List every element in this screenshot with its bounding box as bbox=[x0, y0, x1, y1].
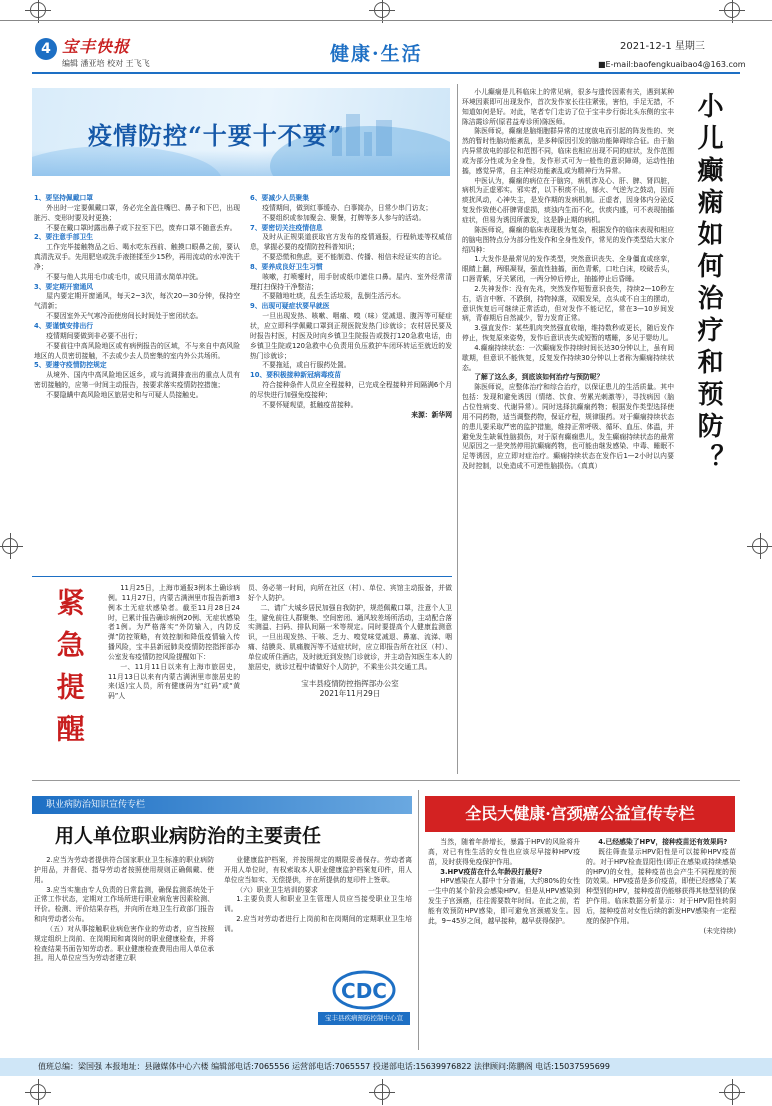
epilepsy-title: 小儿癫痫如何治疗和预防？ bbox=[693, 92, 724, 476]
paragraph: 3.HPV疫苗在什么年龄段打最好? bbox=[440, 867, 543, 876]
epidemic-banner bbox=[32, 88, 450, 176]
paragraph: （五）对从事接触职业病危害作业的劳动者，应当按照规定组织上岗前、在岗期间和离岗时的职业健康检查，并将检查结果书面告知劳动者。职业健康检查费用由用人单位承担。用人单位应当为劳动者建立职 bbox=[34, 924, 214, 963]
paragraph: 陈医师说，癫痫的临床表现极为复杂，根据发作的临床表现和相应的脑电图特点分为部分性发作和全身性发作，常见的发作类型给大家介绍四种： bbox=[462, 225, 674, 254]
paragraph: 1.主要负责人和职业卫生管理人员应当接受职业卫生培训。 bbox=[224, 895, 412, 914]
alert-date: 2021年11月29日 bbox=[319, 689, 381, 699]
paragraph: 陈医师说，应整体治疗和综合治疗，以保证患儿的生活质量。其中包括：发现和避免诱因（情绪、饮食、劳累光刺激等），寻找病因（脑占位性病变、代谢异常）。同时选择抗癫痫药物；根据发作类型选择使用不同药物，适当调整药物，保证疗程，规律服药。对于癫痫持续状态的患儿要采取严密的监护措施，维持正常呼吸、循环、血压、体温，并避免发生缺氧性脑损伤，对于原有癫痫患儿，发生癫痫持续状态的最常见原因之一是突然停用抗癫痫药物，也可能由继发感染、中毒、睡眠不足等诱因，应立即对症治疗。癫痫持续状态在发作后1—2小时以内要及时控制，以免造成不可逆性脑损伤。（真真） bbox=[462, 383, 674, 471]
cdc-logo-caption: 宝丰县疾病预防控制中心宣 bbox=[325, 1014, 403, 1022]
hpv-col-2 bbox=[586, 838, 736, 936]
paragraph: 1.大发作是最常见的发作类型，突然意识丧失、全身僵直或痉挛，眼睛上翻，两眼凝视，强直性抽搐，面色青紫，口吐白沫，咬破舌头，口唇青紫，牙关紧闭，一两分钟后停止，抽搐停止后昏睡。 bbox=[462, 255, 674, 284]
paragraph: 既往筛查显示HPV阳性是可以接种HPV疫苗的。对于HPV检查显阳性(即正在感染或持续感染的HPV)的女性，接种疫苗也会产生不同程度的预防效果。HPV疫苗是多价疫苗，即使已经感染了某种型别的HPV，接种疫苗仍能够获得其他型别的保护作用。临床数据分析显示：对于HPV阳性转阴后，接种疫苗对女性后续的新发HPV感染有一定程度的保护作用。 bbox=[586, 847, 736, 925]
subheading: 7、要密切关注疫情信息 bbox=[250, 223, 323, 232]
alert-title: 紧急提醒 bbox=[52, 588, 86, 756]
subheading: 5、要遵守疫情防控规定 bbox=[34, 361, 107, 370]
paragraph: 疫情期间，做到红事缓办、白事简办，日常少串门访友； bbox=[262, 203, 433, 212]
registration-mark bbox=[752, 538, 768, 554]
occupational-banner: 职业病防治知识宣传专栏 bbox=[32, 796, 412, 814]
paragraph: 不要拖延，或自行服药处置。 bbox=[262, 361, 351, 370]
paragraph: 符合接种条件人员应全程接种，已完成全程接种并间隔满6个月的尽快进行加强免疫接种； bbox=[250, 381, 452, 399]
paragraph: 2.应当为劳动者提供符合国家职业卫生标准的职业病防护用品，并督促、指导劳动者按照使用规则正确佩戴、使用。 bbox=[34, 856, 214, 884]
paragraph: 不要在戴口罩时露出鼻子或下拉至下巴，废弃口罩不随意丢弃。 bbox=[46, 223, 237, 232]
banner-title: 疫情防控“十要十不要” bbox=[88, 121, 343, 150]
paragraph: 不要恐慌和焦虑，更不能制造、传播、相信未经证实的言论。 bbox=[262, 253, 446, 262]
paragraph: 及时从正规渠道获取官方发布的疫情通报，行程轨迹等权威信息，掌握必要的疫情防控科普知识； bbox=[250, 233, 452, 252]
paragraph: 咳嗽，打喷嚏时，用手肘或纸巾遮住口鼻。屋内、室外经常清理打扫保持干净整洁； bbox=[250, 272, 452, 291]
source-credit: 来源：新华网 bbox=[411, 410, 452, 419]
paragraph: 4.癫痫持续状态：一次癫痫发作持续时间长达30分钟以上，虽有间歇期，但意识不能恢复，反复发作持续30分钟以上者称为癫痫持续状态。 bbox=[462, 343, 674, 372]
epilepsy-article bbox=[462, 88, 674, 472]
paragraph: 不要前往中高风险地区或有病例报告的区域，不与来自中高风险地区的人员密切接触，不去或少去人员密集的室内外公共场所。 bbox=[34, 341, 240, 360]
prevention-column-1 bbox=[34, 194, 240, 401]
paragraph: 了解了这么多，到底该如何治疗与预防呢？ bbox=[474, 373, 604, 382]
paragraph: 不要因室外天气寒冷而使房间长时间处于密闭状态。 bbox=[46, 312, 203, 321]
paragraph: 从境外、国内中高风险地区返乡，或与流调排查出的重点人员有密切接触的，应第一时间主动报告，按要求落实疫情防控措施； bbox=[34, 371, 240, 390]
occupational-title: 用人单位职业病防治的主要责任 bbox=[55, 825, 322, 847]
occupational-col-1 bbox=[34, 856, 214, 964]
svg-text:CDC: CDC bbox=[341, 979, 387, 1003]
paragraph: (未完待续) bbox=[703, 926, 736, 935]
cdc-logo bbox=[318, 968, 410, 1026]
paragraph: 一旦出现发热、咳嗽、咽痛、嗅（味）觉减退、腹泻等可疑症状，应立即科学佩戴口罩到正规医院发热门诊就诊；农村居民要及时报告村医，村医及时向乡镇卫生院报告或拨打120急救电话，由乡镇卫生院或120急救中心负责用负压救护车闭环转运至就近的发热门诊就诊； bbox=[250, 312, 452, 360]
paragraph: 工作完毕接触物品之后、喝水吃东西前、触摸口眼鼻之前，要认真清洗双手。先用肥皂或洗手液搓揉至少15秒，再用流动的水冲洗干净； bbox=[34, 243, 240, 271]
registration-mark bbox=[374, 1084, 390, 1100]
paragraph: HPV感染在人群中十分普遍，大约80%的女性一生中的某个阶段会感染HPV。但是从HPV感染到发生子宫颈癌，往往需要数年时间。在此之前，若能有效预防HPV感染，即可避免宫颈癌发生。因此，9~45岁之间，越早接种，越早获得保护。 bbox=[428, 877, 580, 925]
paragraph: 2.失神发作：没有先兆，突然发作短暂意识丧失，持续2—10秒左右，语言中断、不跌倒，持物掉落，双眼发呆，点头或不自主的摆动，意识恢复后可继续正常活动，但对发作不能记忆，常在3—10岁间发病，青春期后自然减少，智力发育正常。 bbox=[462, 284, 674, 323]
paragraph: 4.已经感染了HPV，接种疫苗还有效果吗? bbox=[598, 838, 728, 846]
paragraph: 3.应当实施由专人负责的日常监测，确保监测系统处于正常工作状态，定期对工作场所进行职业病危害因素检测、评价。检测、评价结果存档，并向所在地卫生行政部门报告和向劳动者公布。 bbox=[34, 885, 214, 924]
editor-credits: 编辑 潘亚培 校对 王飞飞 bbox=[62, 59, 150, 68]
footer-bar: 值班总编：梁国强 本报地址：县融媒体中心六楼 编辑部电话:7065556 运营部电话:7065557 投递部电话:15639976822 法律顾问:陈鹏阁 电话:15037595699 bbox=[0, 1058, 772, 1076]
subheading: 8、要养成良好卫生习惯 bbox=[250, 262, 323, 271]
subheading: 9、出现可疑症状要早就医 bbox=[250, 302, 330, 311]
contact-email: ■E-mail:baofengkuaibao4@163.com bbox=[598, 60, 746, 69]
subheading: 3、要定期开窗通风 bbox=[34, 282, 94, 291]
alert-signature: 宝丰县疫情防控指挥部办公室 bbox=[301, 678, 399, 688]
bottom-rule bbox=[32, 780, 740, 781]
registration-mark bbox=[2, 538, 18, 554]
column-divider bbox=[457, 84, 458, 774]
subheading: 4、要谨慎安排出行 bbox=[34, 321, 94, 330]
newspaper-logo: 宝丰快报 bbox=[62, 37, 131, 56]
paragraph: 不要组织或参加聚会、聚餐，打牌等多人参与的活动。 bbox=[262, 213, 426, 222]
paragraph: 业健康监护档案，并按照规定的期限妥善保存。劳动者离开用人单位时，有权索取本人职业健康监护档案复印件，用人单位应当如实、无偿提供，并在所提供的复印件上签章。 bbox=[224, 856, 412, 884]
header-rule bbox=[32, 72, 740, 74]
alert-col-2: 员、务必第一时间，向所在社区（村）、单位、宾馆主动报备，并做好个人防护。 二、请广大城乡居民加强自我防护，规范佩戴口罩，注意个人卫生，避免前往人群聚集、空间密闭、通风较差场所活动，主动配合落实测温、扫码、排队间隔一米等规定。同时要提高个人健康监测意识，一旦出现发热、干咳、乏力、嗅觉味觉减退、鼻塞、流涕、咽痛、结膜炎、肌痛腹泻等不适症状时，应立即报告所在社区（村）、单位或所住酒店，及时就近到发热门诊就诊，并主动告知医生本人的旅居史，就诊过程中请做好个人防护，不乘坐公共交通工具。 宝丰县疫情防控指挥部办公室 2021年11月29日 bbox=[248, 584, 452, 699]
prevention-column-2 bbox=[250, 194, 452, 420]
paragraph: 2.应当对劳动者进行上岗前和在岗期间的定期职业卫生培训。 bbox=[224, 915, 412, 933]
paragraph: 不要隐瞒中高风险地区旅居史和与可疑人员接触史。 bbox=[46, 390, 203, 399]
paragraph: 陈医师说，癫痫是脑细胞群异常的过度放电而引起的阵发性的、突然的暂时性脑功能紊乱，是多种原因引发的脑功能障碍综合征。由于脑内异常放电的部位和范围不同，临床也相应出现不同的症状，发作范围或为部分性或为全身性，发作形式可为一般性的意识障碍，运动性抽搐，感觉异常，自主神经功能紊乱或为精神行为异常。 bbox=[462, 127, 674, 175]
paragraph: 外出时一定要佩戴口罩，务必完全盖住嘴巴、鼻子和下巴，出现脏污、变形时要及时更换； bbox=[34, 203, 240, 222]
paragraph: 屋内要定期开窗通风，每天2~3次，每次20—30分钟，保持空气清新； bbox=[34, 292, 240, 311]
registration-mark bbox=[374, 2, 390, 18]
occupational-col-2 bbox=[224, 856, 412, 935]
issue-date: 2021-12-1 星期三 bbox=[620, 41, 705, 52]
registration-mark bbox=[30, 1084, 46, 1100]
subheading: 6、要减少人员聚集 bbox=[250, 194, 310, 202]
trim-line bbox=[0, 20, 772, 21]
paragraph: 当然，随着年龄增长，暴露于HPV的风险将升高，对已有性生活的女性也应该尽早接种HPV疫苗，及时获得免疫保护作用。 bbox=[428, 838, 580, 866]
registration-mark bbox=[30, 2, 46, 18]
paragraph: 不要随地吐痰，乱丢生活垃圾，乱倒生活污水。 bbox=[262, 292, 405, 301]
hpv-banner: 全民大健康·宫颈癌公益宣传专栏 bbox=[425, 796, 735, 832]
section-title: 健康·生活 bbox=[330, 43, 423, 65]
paragraph: 不要怀疑观望，抵触疫苗接种。 bbox=[262, 400, 358, 409]
registration-mark bbox=[724, 1084, 740, 1100]
subheading: 1、要坚持佩戴口罩 bbox=[34, 194, 94, 202]
registration-mark bbox=[724, 2, 740, 18]
paragraph: 疫情期间要做到非必要不出行； bbox=[46, 331, 142, 340]
section-rule bbox=[32, 576, 452, 577]
bottom-divider bbox=[418, 790, 419, 1050]
paragraph: 3.强直发作：某些肌肉突然强直收缩，维持数秒或更长，随后发作停止，恢复原来姿势，发作后意识丧失或短暂的嗜睡，多见于婴幼儿。 bbox=[462, 324, 674, 343]
page-number: 4 bbox=[35, 38, 57, 60]
paragraph: （六）职业卫生培训的要求 bbox=[236, 885, 318, 894]
hpv-col-1 bbox=[428, 838, 580, 927]
alert-col-1: 11月25日，上海市通报3例本土确诊病例。11月27日，内蒙古满洲里市报告新增3例本土无症状感染者。截至11月28日24时，已累计报告确诊病例20例、无症状感染者1例。为严格落实“外防输入，内防反弹”防控策略，有效控制和降低疫情输入传播风险，宝丰县新冠肺炎疫情防控指挥部办公室发布疫情防控风险提醒如下： 一、11月11日以来有上海市旅居史，11月13日以来有内蒙古满洲里市旅居史的来(返)宝人员，所有健康码为“红码”或“黄码”人 bbox=[108, 584, 240, 701]
paragraph: 不要与他人共用毛巾或毛巾，或只用清水简单冲洗。 bbox=[46, 272, 203, 281]
paragraph: 中医认为，癫痫的病位在于脑窍，病机涉及心、肝、脾、肾四脏，病机为正虚邪实。邪实者，以下积痰不出，郁火、气逆为之鼓动，因而痰扰风动，心神失主，是发作期的发病机制。正虚者，因身体内分泌反复发作致使心肝脾肾虚损，痰浊内生而不化，伏痰内盛，可不表现抽搐症状，但易为诱因所激发，这是静止期的病机。 bbox=[462, 176, 674, 224]
subheading: 10、要积极接种新冠病毒疫苗 bbox=[250, 371, 342, 380]
paragraph: 小儿癫痫是儿科临床上的常见病，很多与遗传因素有关，遇到某种环境因素即可出现发作，首次发作家长往往紧张，害怕，手足无措，不知道如何是好。对此，笔者专门走访了位于宝丰步行街北头东侧的宝丰陈洁霞诊所(原君益寿诊所)陈医师。 bbox=[462, 88, 674, 126]
subheading: 2、要注意手部卫生 bbox=[34, 233, 94, 242]
